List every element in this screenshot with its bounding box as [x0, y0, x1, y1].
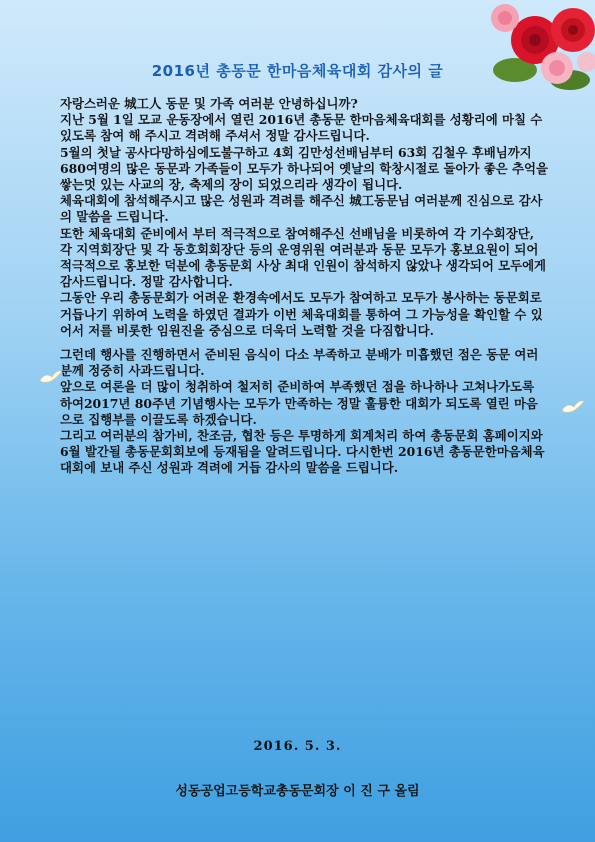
- paragraph: 지난 5월 1일 모교 운동장에서 열린 2016년 총동문 한마음체육대회를 성황리에 마칠 수 있도록 참여 해 주시고 격려해 주셔서 정말 감사드립니다.: [60, 112, 543, 144]
- paragraph: 5월의 첫날 공사다망하심에도불구하고 4회 김만성선배님부터 63회 김철우 후배님까지 680여명의 많은 동문과 가족들이 모두가 하나되어 옛날의 학창시절로 돌아가 좋은 추억을 쌓는멋 있는 사교의 장, 축제의 장이 되었으리라 생각이 됩니다.: [60, 144, 548, 193]
- paragraph: 그리고 여러분의 참가비, 찬조금, 협찬 등은 투명하게 회계처리 하여 총동문회 홈페이지와 6월 발간될 총동문회회보에 등재됨을 알려드립니다. 다시한번 2016년 총동문한마음체육대회에 보내 주신 성원과 격려에 거듭 감사의 말씀을 드립니다.: [60, 428, 545, 476]
- paragraph: 자랑스러운 城工人 동문 및 가족 여러분 안녕하십니까?: [60, 96, 358, 111]
- dove-icon: [38, 368, 64, 386]
- signature: 성동공업고등학교총동문회장 이 진 구 올림: [175, 784, 420, 799]
- paragraph: 그런데 행사를 진행하면서 준비된 음식이 다소 부족하고 분배가 미흡했던 점은 동문 여러분께 정중히 사과드립니다.: [60, 347, 539, 379]
- paragraph: 체육대회에 참석해주시고 많은 성원과 격려를 해주신 城工동문님 여러분께 진심으로 감사의 말씀을 드립니다.: [60, 193, 543, 225]
- page-title: 2016년 총동문 한마음체육대회 감사의 글: [151, 62, 444, 80]
- letter-date: 2016. 5. 3.: [253, 739, 342, 754]
- paragraph: 또한 체육대회 준비에서 부터 적극적으로 참여해주신 선배님을 비롯하여 각 기수회장단, 각 지역회장단 및 각 동호회회장단 등의 운영위원 여러분과 동문 모두가 홍보요원이 되어 적극적으로 홍보한 덕분에 총동문회 사상 최대 인원이 참석하지 않았나 생각되어 모두에게 감사드립니다. 정말 감사합니다.: [60, 225, 547, 290]
- paragraph: 앞으로 여론을 더 많이 청취하여 철저히 준비하여 부족했던 점을 하나하나 고쳐나가도록 하여2017년 80주년 기념행사는 모두가 만족하는 정말 훌륭한 대회가 되도록 열린 마음 으로 집행부를 이끌도록 하겠습니다.: [60, 379, 538, 427]
- dove-icon: [560, 398, 586, 416]
- letter-body: [60, 96, 548, 477]
- paragraph: 그동안 우리 총동문회가 어려운 환경속에서도 모두가 참여하고 모두가 봉사하는 동문회로 거듭나기 위하여 노력을 하였던 결과가 이번 체육대회를 통하여 그 가능성을 확인할 수 있어서 저를 비롯한 임원진을 중심으로 더욱더 노력할 것을 다짐합니다.: [60, 290, 543, 338]
